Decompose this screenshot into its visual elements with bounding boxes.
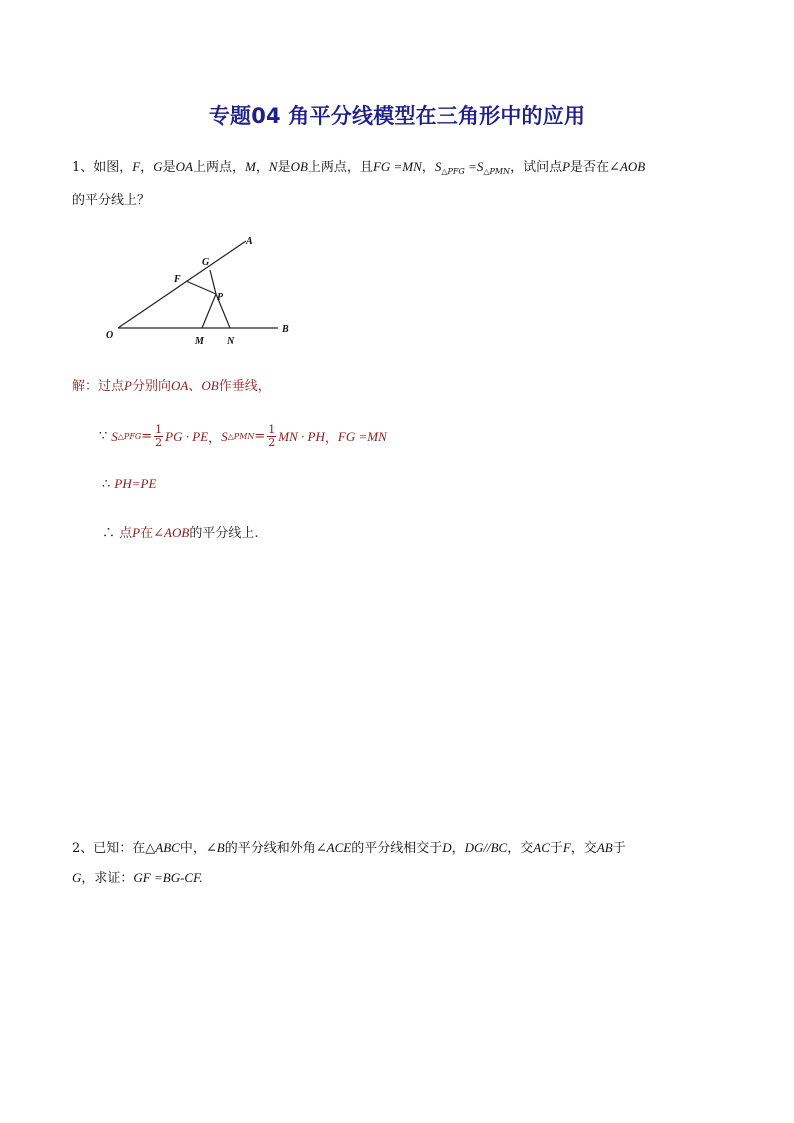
equation: =S (464, 159, 484, 174)
page-title: 专题04 角平分线模型在三角形中的应用 (208, 104, 586, 128)
problem-text: 的平分线相交于 (351, 841, 443, 856)
point-label: D (442, 840, 452, 855)
therefore-symbol: ∴ (102, 526, 116, 541)
problem-text: ，交 (507, 841, 534, 856)
point-label: P (132, 525, 141, 540)
angle-label: ∠ACE (315, 840, 352, 855)
punctuation: ， (451, 841, 465, 856)
segment-FP (186, 281, 216, 294)
solution-text: 在 (140, 526, 154, 541)
therefore-symbol: ∴ (102, 477, 111, 492)
area-symbol: S (111, 428, 118, 444)
proof-statement: GF =BG-CF. (133, 870, 203, 885)
problem-text: 如图， (93, 160, 133, 175)
label-O: O (106, 330, 114, 341)
fraction-denominator: 2 (155, 436, 163, 449)
equation: FG =MN (337, 428, 387, 444)
punctuation: ， (140, 160, 154, 175)
problem-text: ，求证： (81, 871, 134, 886)
label-M: M (195, 336, 204, 347)
solution-text: 的平分线上. (189, 526, 259, 541)
point-label: P (124, 378, 132, 393)
point-label: F (562, 840, 571, 855)
label-A: A (246, 236, 253, 247)
product-term: MN · PH (278, 428, 325, 444)
area-symbol: S (434, 159, 442, 174)
problem-number: 2、 (72, 841, 94, 856)
fraction-numerator: 1 (268, 423, 276, 436)
segment-label: OA (171, 378, 189, 393)
area-subscript: △PFG (117, 432, 142, 441)
point-label: M (245, 159, 256, 174)
angle-label: ∠AOB (609, 159, 646, 174)
segment-PM (202, 294, 216, 328)
label-N: N (227, 336, 235, 347)
problem-text: 的平分线上？ (72, 193, 151, 208)
punctuation: ， (255, 160, 269, 175)
angle-label: ∠B (205, 840, 225, 855)
problem-text: 是否在 (570, 160, 610, 175)
angle-label: ∠AOB (153, 525, 190, 540)
fraction-one-half (154, 424, 163, 449)
equation: PH=PE (114, 476, 157, 491)
problem-text: 是 (162, 160, 176, 175)
fraction-denominator: 2 (268, 436, 276, 449)
equation: FG =MN (372, 159, 422, 174)
equals: = (254, 429, 266, 444)
because-symbol: ∵ (99, 429, 108, 444)
point-label: G (153, 159, 163, 174)
segment-label: AB (596, 840, 613, 855)
fraction-numerator: 1 (155, 423, 163, 436)
segment-label: OB (201, 378, 219, 393)
problem-text: 上两点，且 (307, 160, 373, 175)
problem-2 (72, 833, 724, 893)
segment-label: OB (290, 159, 308, 174)
solution-conclusion (102, 522, 754, 541)
problem-text: 已知：在 (93, 841, 146, 856)
point-label: P (562, 159, 571, 174)
segment-label: AC (533, 840, 550, 855)
problem-text: 的平分线和外角 (224, 841, 316, 856)
equals: = (141, 429, 153, 444)
punctuation: 、 (188, 379, 202, 394)
problem-text: 中， (179, 841, 206, 856)
triangle-label: △ABC (145, 840, 180, 855)
problem-text: 上两点， (193, 160, 246, 175)
area-subscript: △PMN (483, 167, 511, 176)
point-label: F (132, 159, 141, 174)
fraction-one-half (267, 424, 276, 449)
problem-number: 1、 (72, 160, 94, 175)
label-P: P (217, 292, 224, 303)
solution-area-line (99, 424, 751, 449)
solution-text: 分别向 (131, 379, 171, 394)
point-label: N (268, 159, 278, 174)
problem-text: 于 (612, 841, 626, 856)
solution-label: 解： (72, 379, 99, 394)
solution-text: 过点 (98, 379, 125, 394)
label-G: G (202, 257, 210, 268)
ray-OA (118, 241, 246, 328)
parallel-statement: DG//BC (464, 840, 508, 855)
segment-label: OA (175, 159, 194, 174)
problem-text: 是 (277, 160, 291, 175)
segment-GP (210, 270, 216, 294)
solution-step (102, 476, 754, 492)
area-subscript: △PFG (441, 167, 465, 176)
punctuation: ， (421, 160, 435, 175)
point-label: G (72, 870, 82, 885)
punctuation: ， (324, 431, 338, 446)
area-symbol: S (221, 428, 228, 444)
problem-1 (72, 152, 724, 215)
label-B: B (282, 324, 289, 335)
punctuation: ， (208, 431, 222, 446)
solution-text: 作垂线， (218, 379, 271, 394)
solution-intro (72, 375, 724, 394)
problem-text: ，交 (570, 841, 597, 856)
product-term: PG · PE (165, 428, 209, 444)
label-F: F (174, 274, 181, 285)
problem-text: ，试问点 (510, 160, 563, 175)
geometry-diagram (96, 228, 306, 350)
solution-text: 点 (119, 526, 133, 541)
problem-text: 于 (549, 841, 563, 856)
area-subscript: △PMN (227, 432, 255, 441)
